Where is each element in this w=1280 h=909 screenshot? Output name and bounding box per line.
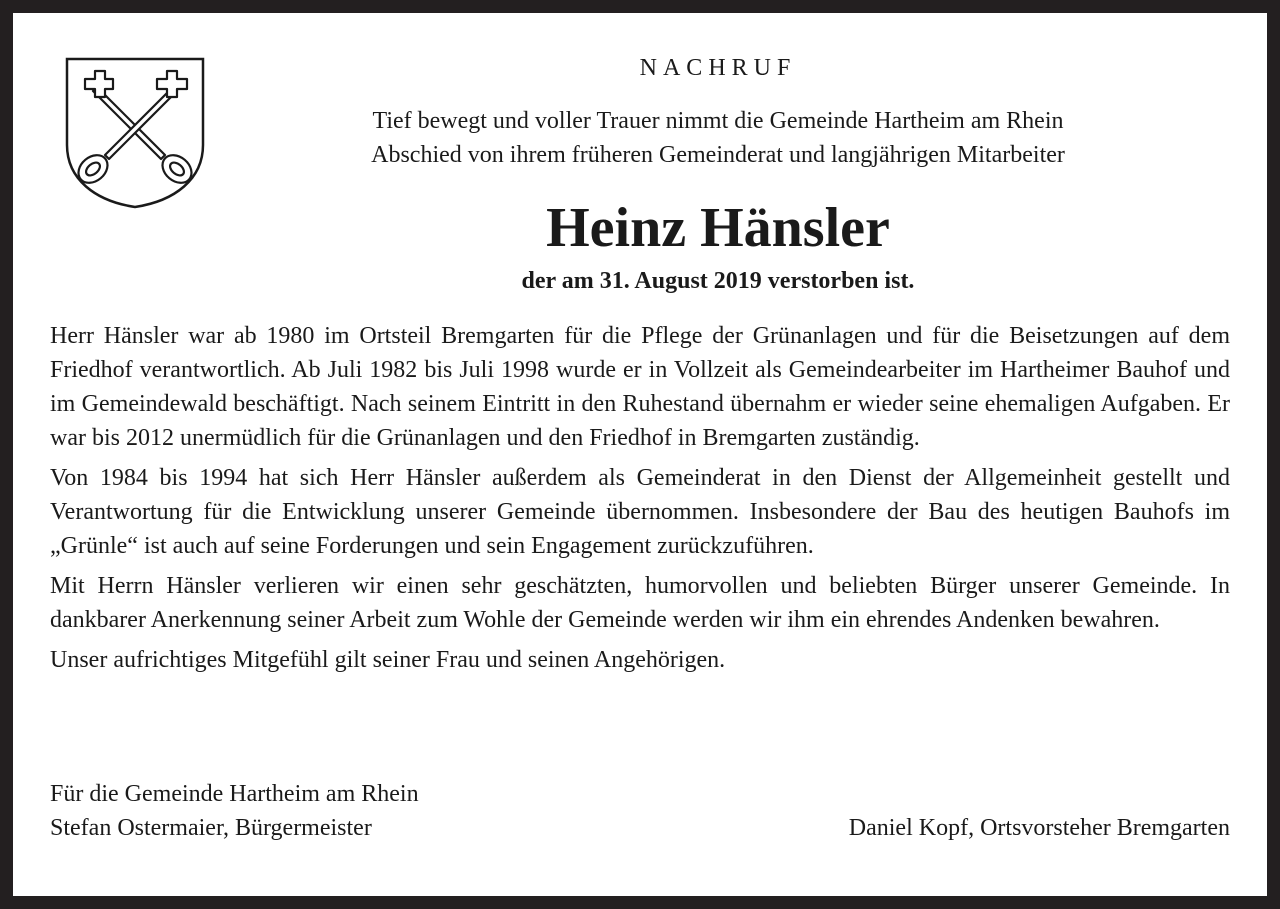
deceased-name: Heinz Hänsler	[546, 197, 890, 259]
signature-right	[849, 811, 1230, 845]
notice-kicker: NACHRUF	[639, 55, 797, 81]
obituary-notice	[13, 13, 1267, 896]
obituary-body	[50, 319, 1230, 683]
death-date-line: der am 31. August 2019 verstorben ist.	[521, 268, 915, 294]
body-paragraph-1: Herr Hänsler war ab 1980 im Ortsteil Bremgarten für die Pflege der Grünanlagen und für die Beisetzungen auf dem Friedhof verantwortlich. Ab Juli 1982 bis Juli 1998 wurde er in Vollzeit als Gemeindearbeiter im Hartheimer Bauhof und im Gemeindewald beschäftigt. Nach seinem Eintritt in den Ruhestand übernahm er wieder seine ehemaligen Aufgaben. Er war bis 2012 unermüdlich für die Grünanlagen und den Friedhof in Bremgarten zuständig.	[50, 323, 1230, 451]
crossed-keys-coat-of-arms-icon	[65, 57, 205, 209]
signature-right-line-1: Daniel Kopf, Ortsvorsteher Bremgarten	[848, 815, 1230, 841]
body-paragraph-3: Mit Herrn Hänsler verlieren wir einen sehr geschätzten, humorvollen und beliebten Bürger unserer Gemeinde. In dankbarer Anerkennung seiner Arbeit zum Wohle der Gemeinde werden wir ihm ein ehrendes Andenken bewahren.	[50, 573, 1230, 633]
body-paragraph-4: Unser aufrichtiges Mitgefühl gilt seiner Frau und seinen Angehörigen.	[50, 647, 726, 673]
notice-intro	[243, 104, 1193, 172]
body-paragraph-2: Von 1984 bis 1994 hat sich Herr Hänsler außerdem als Gemeinderat in den Dienst der Allgemeinheit gestellt und Verantwortung für die Entwicklung unserer Gemeinde übernommen. Insbesondere der Bau des heutigen Bauhofs im „Grünle“ ist auch auf seine Forderungen und sein Engagement zurückzuführen.	[50, 465, 1230, 559]
signature-left-line-1: Für die Gemeinde Hartheim am Rhein	[50, 781, 419, 807]
signature-left-line-2: Stefan Ostermaier, Bürgermeister	[50, 815, 372, 841]
intro-line-1: Tief bewegt und voller Trauer nimmt die Gemeinde Hartheim am Rhein	[372, 108, 1064, 134]
signature-left	[50, 777, 419, 845]
intro-line-2: Abschied von ihrem früheren Gemeinderat und langjährigen Mitarbeiter	[371, 142, 1065, 168]
